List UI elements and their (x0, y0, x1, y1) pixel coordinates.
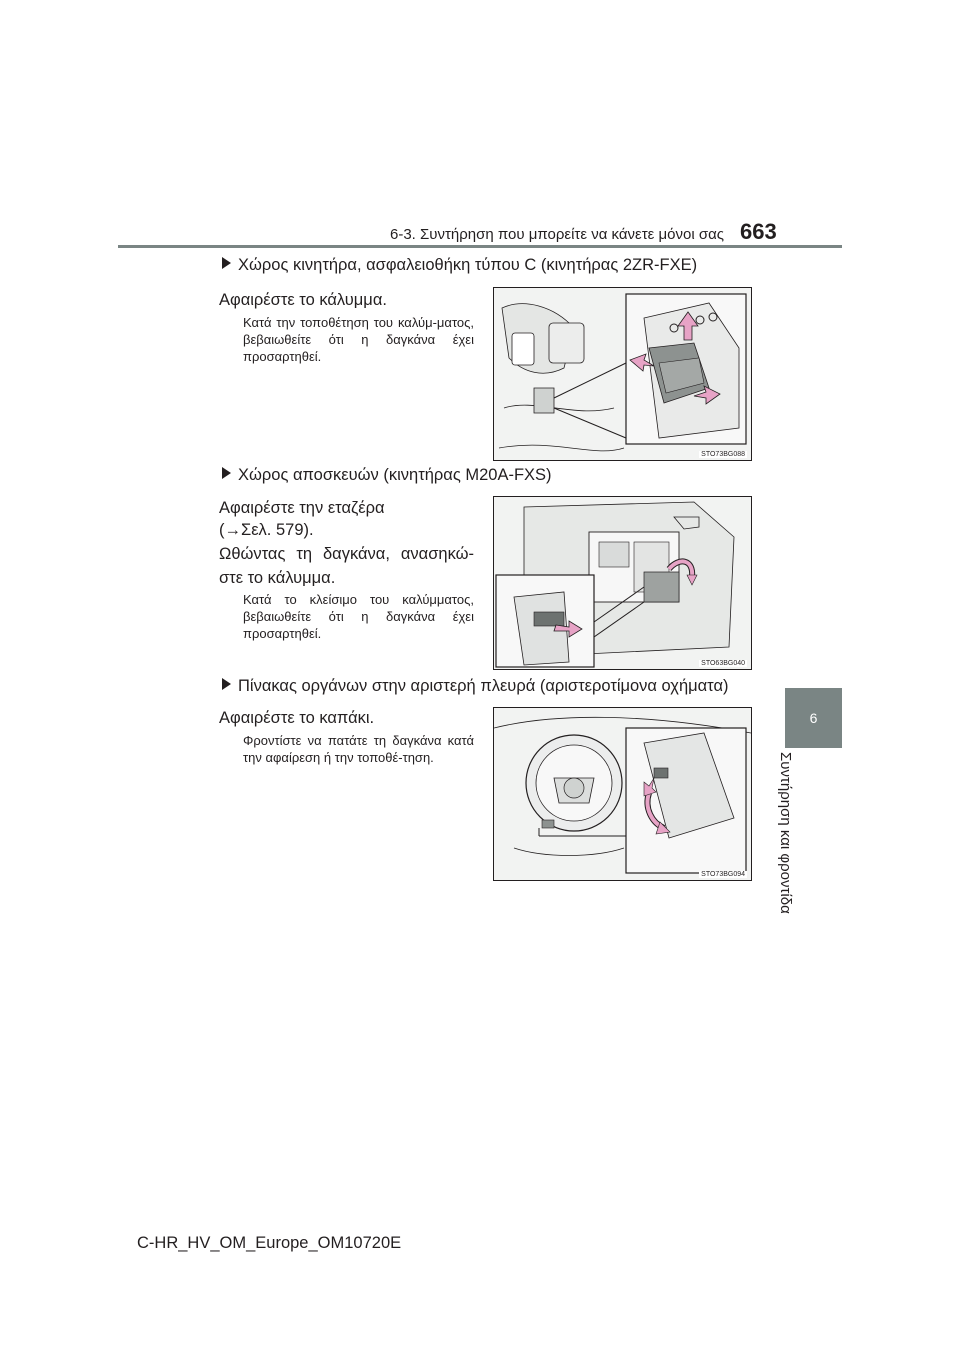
instruction-remove-lid: Αφαιρέστε το καπάκι. (219, 709, 375, 727)
section-title-engine-fusebox: Χώρος κινητήρα, ασφαλειοθήκη τύπου C (κινητήρας 2ZR-FXE) (222, 256, 697, 275)
chapter-number: 6 (809, 710, 818, 726)
note-push-claw: Φροντίστε να πατάτε τη δαγκάνα κατά την αφαίρεση ή την τοποθέ-τηση. (243, 733, 474, 765)
chapter-title-vertical (777, 752, 816, 914)
engine-bay-illustration (494, 288, 751, 460)
page-reference: (→Σελ. 579). (219, 521, 314, 539)
section-title-instrument-panel: Πίνακας οργάνων στην αριστερή πλευρά (αριστεροτίμονα οχήματα) (222, 677, 729, 696)
figure-code: STO73BG094 (701, 871, 745, 878)
running-header: 6-3. Συντήρηση που μπορείτε να κάνετε μόνοι σας (390, 226, 724, 243)
bullet-triangle-icon (222, 257, 231, 269)
note-cover-claw: Κατά την τοποθέτηση του καλύμ-ματος, βεβαιωθείτε ότι η δαγκάνα έχει προσαρτηθεί. (243, 315, 474, 364)
manual-code: C-HR_HV_OM_Europe_OM10720E (137, 1234, 402, 1252)
dashboard-illustration (494, 708, 751, 880)
chapter-title: Συντήρηση και φροντίδα (777, 752, 794, 914)
note-closing-cover: Κατά το κλείσιμο του καλύμματος, βεβαιωθείτε ότι η δαγκάνα έχει προσαρτηθεί. (243, 592, 474, 641)
figure-instrument-panel (493, 707, 752, 881)
bullet-triangle-icon (222, 467, 231, 479)
section-title-luggage: Χώρος αποσκευών (κινητήρας M20A-FXS) (222, 466, 552, 485)
figure-engine-fusebox (493, 287, 752, 461)
figure-code: STO63BG040 (701, 660, 745, 667)
chapter-tab (785, 688, 842, 748)
instruction-remove-cover: Αφαιρέστε το κάλυμμα. (219, 291, 387, 309)
luggage-area-illustration (494, 497, 751, 669)
instruction-remove-deck-board: Αφαιρέστε την εταζέρα (219, 499, 385, 517)
header-rule (118, 245, 842, 248)
instruction-push-claw: Ωθώντας τη δαγκάνα, ανασηκώ-στε το κάλυμμα. (219, 545, 474, 587)
bullet-triangle-icon (222, 678, 231, 690)
page-number: 663 (740, 219, 777, 244)
figure-code: STO73BG088 (701, 451, 745, 458)
figure-luggage-fusebox (493, 496, 752, 670)
